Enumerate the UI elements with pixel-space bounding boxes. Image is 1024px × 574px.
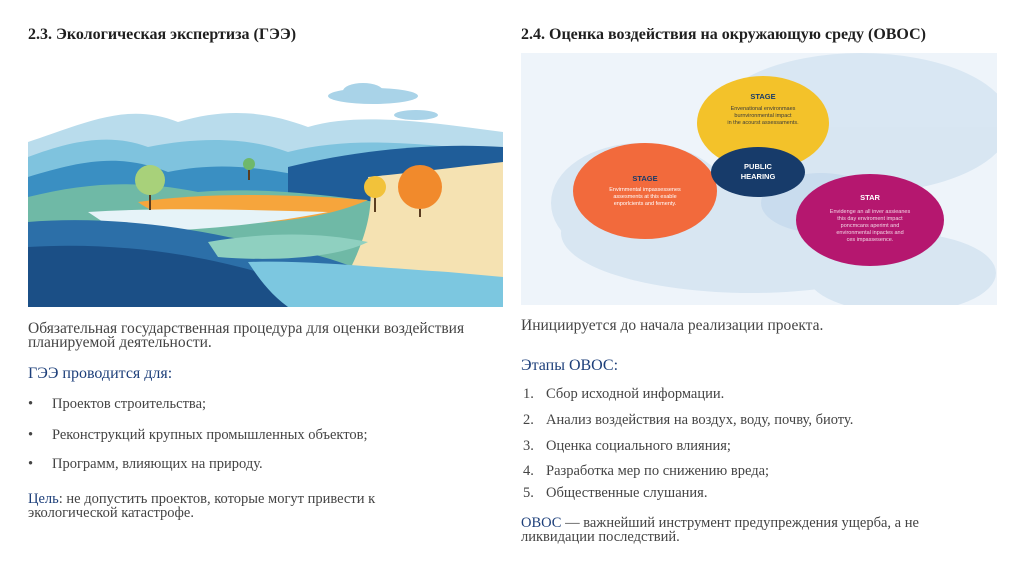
left-sub-heading: ГЭЭ проводится для: xyxy=(28,365,173,382)
star-title: STAR xyxy=(860,193,880,202)
svg-text:enporlcients and fementy.: enporlcients and fementy. xyxy=(613,201,677,207)
svg-text:burnvironmental impact: burnvironmental impact xyxy=(734,113,792,119)
right-intro: Инициируется до начала реализации проекта. xyxy=(521,317,824,334)
left-description: Обязательная государственная процедура для оценки воздействия планируемой деятельности. xyxy=(28,320,465,351)
svg-text:Envenational environmaes: Envenational environmaes xyxy=(730,106,796,112)
left-heading: 2.3. Экологическая экспертиза (ГЭЭ) xyxy=(28,26,297,43)
list-item: • Реконструкций крупных промышленных объектов; xyxy=(28,427,368,443)
svg-text:assesments at this esable: assesments at this esable xyxy=(613,194,677,200)
svg-text:ces impassesence.: ces impassesence. xyxy=(846,237,894,243)
goal-text: Цель: не допустить проектов, которые могут привести к экологической катастрофе. xyxy=(28,491,376,521)
list-item: 4. Разработка мер по снижению вреда; xyxy=(523,463,770,479)
stage-left-circle xyxy=(573,143,717,239)
svg-text:HEARING: HEARING xyxy=(740,172,776,181)
list-item: 5. Общественные слушания. xyxy=(523,485,708,501)
summary-label: ОВОС xyxy=(521,515,562,531)
svg-text:environmental inpactes and: environmental inpactes and xyxy=(836,230,904,236)
public-hearing-circle xyxy=(711,147,805,197)
list-item: 2. Анализ воздействия на воздух, воду, почву, биоту. xyxy=(523,412,854,428)
svg-text:PUBLIC: PUBLIC xyxy=(744,162,772,171)
star-circle xyxy=(796,174,944,266)
summary-text: ОВОС — важнейший инструмент предупреждения ущерба, а не ликвидации последствий. xyxy=(521,515,919,545)
list-item: • Проектов строительства; xyxy=(28,396,207,412)
svg-text:Envirnmental impassessenes: Envirnmental impassessenes xyxy=(609,187,681,193)
svg-text:poncmcans aperimt and: poncmcans aperimt and xyxy=(840,223,900,229)
ovos-stages-diagram xyxy=(521,53,997,305)
svg-text:in the acourst assessaments.: in the acourst assessaments. xyxy=(727,120,799,126)
stages-heading: Этапы ОВОС: xyxy=(521,357,619,374)
list-item: 3. Оценка социального влияния; xyxy=(523,438,731,454)
list-item: • Программ, влияющих на природу. xyxy=(28,456,263,472)
landscape-illustration xyxy=(28,82,503,307)
svg-text:this day enviroment impact: this day enviroment impact xyxy=(837,216,903,222)
stage-left-title: STAGE xyxy=(632,174,658,183)
svg-text:Envidenge an all inver assiean: Envidenge an all inver assieanes xyxy=(829,209,911,215)
list-item: 1. Сбор исходной информации. xyxy=(523,386,725,402)
right-heading: 2.4. Оценка воздействия на окружающую среду (ОВОС) xyxy=(521,26,926,43)
stage-top-title: STAGE xyxy=(750,92,776,101)
goal-label: Цель xyxy=(28,491,59,507)
